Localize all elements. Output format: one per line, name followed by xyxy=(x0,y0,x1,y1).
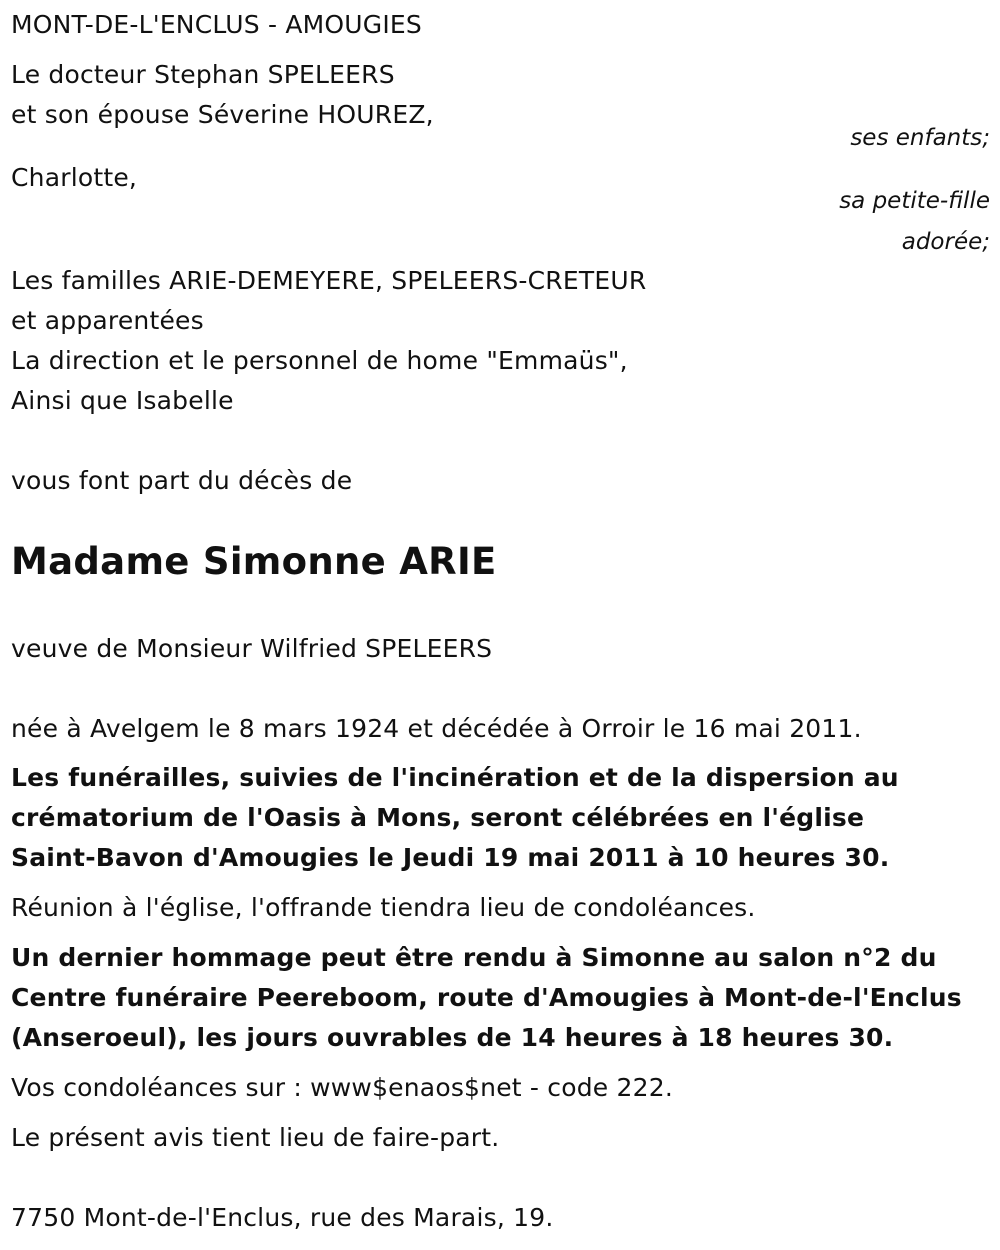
granddaughter-name: Charlotte, xyxy=(11,163,138,192)
role-granddaughter-line1: sa petite-fille xyxy=(839,188,990,214)
isabelle-line: Ainsi que Isabelle xyxy=(11,386,234,415)
address-line: 7750 Mont-de-l'Enclus, rue des Marais, 19. xyxy=(11,1203,554,1232)
home-direction-line: La direction et le personnel de home "Emmaüs", xyxy=(11,346,628,375)
tribute-line1: Un dernier hommage peut être rendu à Simonne au salon n°2 du xyxy=(11,943,937,972)
funeral-line3: Saint-Bavon d'Amougies le Jeudi 19 mai 2011 à 10 heures 30. xyxy=(11,843,890,872)
deceased-name: Madame Simonne ARIE xyxy=(11,540,497,583)
role-granddaughter-line2: adorée; xyxy=(901,229,990,255)
announcement-intro: vous font part du décès de xyxy=(11,466,353,495)
family-line-spouse: et son épouse Séverine HOUREZ, xyxy=(11,100,434,129)
widow-of-line: veuve de Monsieur Wilfried SPELEERS xyxy=(11,634,493,663)
family-line-son: Le docteur Stephan SPELEERS xyxy=(11,60,395,89)
condolences-line: Vos condoléances sur : www$enaos$net - code 222. xyxy=(11,1073,673,1102)
families-line2: et apparentées xyxy=(11,306,204,335)
funeral-line1: Les funérailles, suivies de l'incinération et de la dispersion au xyxy=(11,763,899,792)
reunion-line: Réunion à l'église, l'offrande tiendra lieu de condoléances. xyxy=(11,893,756,922)
role-children: ses enfants; xyxy=(850,125,990,151)
notice-line: Le présent avis tient lieu de faire-part. xyxy=(11,1123,500,1152)
tribute-line2: Centre funéraire Peereboom, route d'Amougies à Mont-de-l'Enclus xyxy=(11,983,962,1012)
funeral-line2: crématorium de l'Oasis à Mons, seront célébrées en l'église xyxy=(11,803,865,832)
tribute-line3: (Anseroeul), les jours ouvrables de 14 heures à 18 heures 30. xyxy=(11,1023,894,1052)
birth-death-line: née à Avelgem le 8 mars 1924 et décédée à Orroir le 16 mai 2011. xyxy=(11,714,862,743)
location-header: MONT-DE-L'ENCLUS - AMOUGIES xyxy=(11,10,422,39)
families-line1: Les familles ARIE-DEMEYERE, SPELEERS-CRETEUR xyxy=(11,266,647,295)
